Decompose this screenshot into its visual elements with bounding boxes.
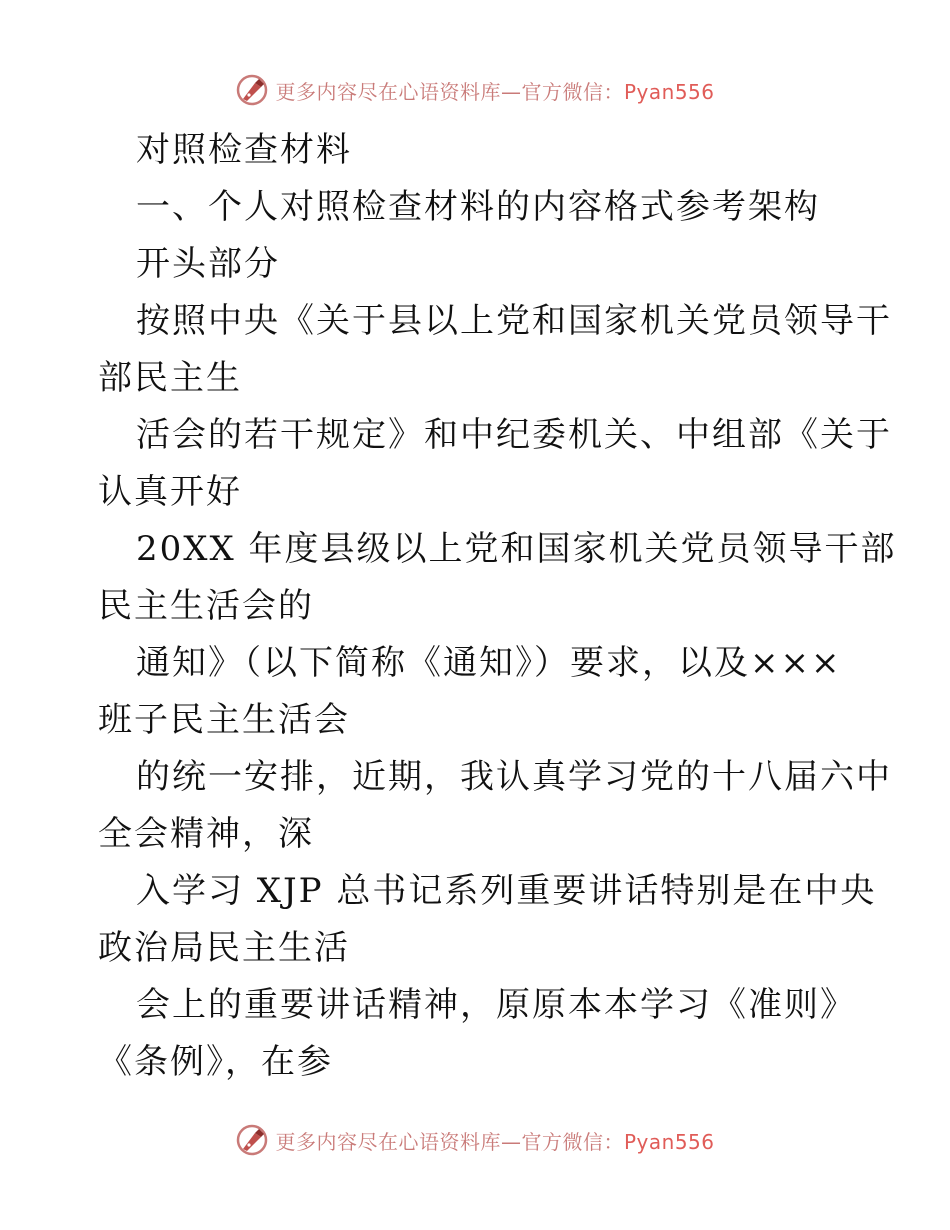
text-line: 对照检查材料 xyxy=(136,130,352,170)
wechat-id: Pyan556 xyxy=(623,1129,715,1154)
text-line: 的统一安排，近期，我认真学习党的十八届六中 xyxy=(136,757,892,797)
text-line: 政治局民主生活 xyxy=(98,928,350,968)
header-watermark xyxy=(0,70,950,110)
text-line: 按照中央《关于县以上党和国家机关党员领导干 xyxy=(136,301,892,341)
text-line: 部民主生 xyxy=(98,358,242,398)
watermark-text: 更多内容尽在心语资料库—官方微信：Pyan556 xyxy=(275,1129,715,1154)
text-line: 活会的若干规定》和中纪委机关、中组部《关于 xyxy=(136,415,892,455)
text-line: 《条例》，在参 xyxy=(98,1042,333,1082)
text-line: 通知》（以下简称《通知》）要求，以及××× xyxy=(136,643,842,683)
pen-nib-seal-icon xyxy=(235,73,269,107)
text-line: 一、个人对照检查材料的内容格式参考架构 xyxy=(136,187,820,227)
document-body xyxy=(98,122,897,1091)
text-line: 20XX 年度县级以上党和国家机关党员领导干部 xyxy=(136,529,897,569)
wechat-id: Pyan556 xyxy=(623,79,715,104)
text-line: 会上的重要讲话精神，原原本本学习《准则》 xyxy=(136,985,856,1025)
text-line: 认真开好 xyxy=(98,472,242,512)
pen-nib-seal-icon xyxy=(235,1123,269,1157)
text-line: 入学习 XJP 总书记系列重要讲话特别是在中央 xyxy=(136,871,877,911)
text-line: 民主生活会的 xyxy=(98,586,314,626)
text-line: 全会精神，深 xyxy=(98,814,314,854)
text-line: 开头部分 xyxy=(136,244,280,284)
footer-watermark xyxy=(0,1120,950,1160)
watermark-text: 更多内容尽在心语资料库—官方微信：Pyan556 xyxy=(275,79,715,104)
text-line: 班子民主生活会 xyxy=(98,700,350,740)
